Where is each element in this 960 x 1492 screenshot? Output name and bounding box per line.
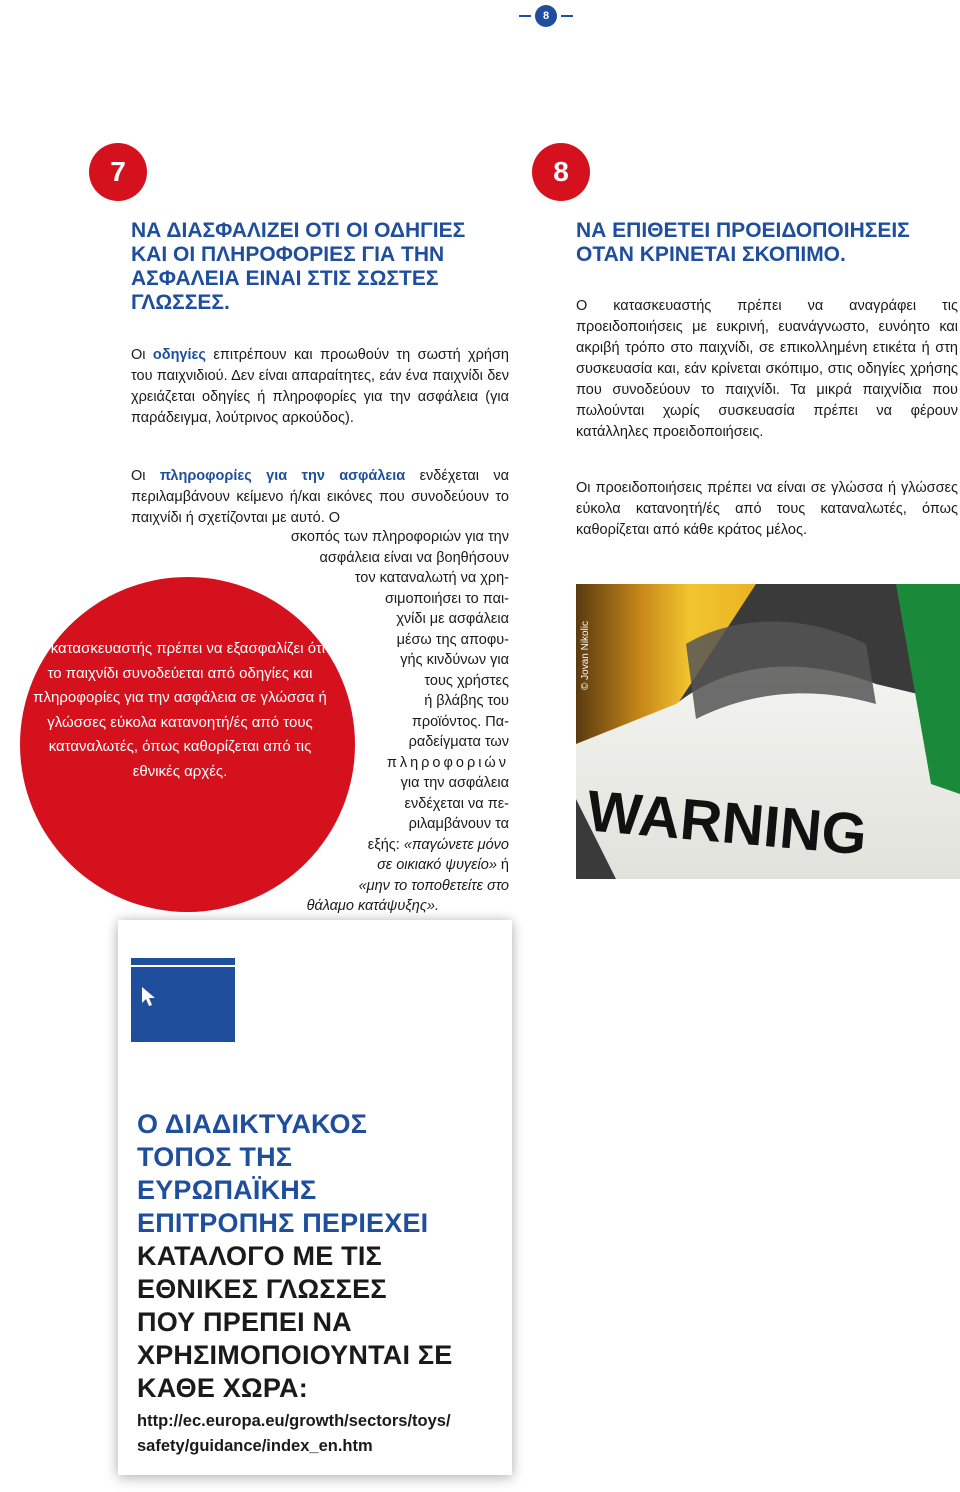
- warning-photo: [576, 584, 960, 879]
- section-8-heading: ΝΑ ΕΠΙΘΕΤΕΙ ΠΡΟΕΙΔΟΠΟΙΗΣΕΙΣ ΟΤΑΝ ΚΡΙΝΕΤΑΙ ΣΚΟΠΙΜΟ.: [576, 219, 910, 266]
- section-7-number: 7: [89, 143, 147, 201]
- example-text: «παγώνετε μόνο: [403, 836, 509, 853]
- warning-word: WARNING: [584, 778, 870, 868]
- page-number: 8: [535, 5, 557, 27]
- flow-line: γής κινδύνων για: [400, 652, 509, 668]
- flow-line: τους χρήστες: [424, 672, 509, 689]
- flow-line: ενδέχεται να πε-: [404, 795, 509, 812]
- window-bar-divider: [131, 965, 235, 967]
- text: ή: [496, 857, 509, 873]
- card-title: [137, 1108, 507, 1405]
- flow-line: ριλαμβάνουν τα: [408, 816, 509, 832]
- browser-window-icon: [131, 958, 235, 1042]
- keyword-instructions: οδηγίες: [152, 347, 206, 363]
- example-text: θάλαμο κατάψυξης».: [306, 898, 439, 914]
- section-7-paragraph-instructions: [131, 345, 509, 429]
- flow-line: για την ασφάλεια: [400, 775, 509, 791]
- flow-line: ασφάλεια είναι να βοηθήσουν: [319, 549, 509, 566]
- window-title-bar: [131, 958, 235, 965]
- example-text: «μην το τοποθετείτε στο: [358, 877, 509, 894]
- flow-line: προϊόντος. Πα-: [411, 713, 509, 730]
- flow-line: ή βλάβης του: [424, 693, 509, 709]
- flow-line: ραδείγματα των: [408, 734, 509, 750]
- section-8-paragraph-warnings: Ο κατασκευαστής πρέπει να αναγράφει τις προειδοποιήσεις με ευκρινή, ευανάγνωστο, ευνόητο και ακριβή τρόπο στο παιχνίδι, σε επικολλημένη ετικέτα ή στη συσκευασία και, εάν κρίνεται σκόπιμο, στις οδηγίες χρήσης που συνοδεύουν το παιχνίδι. Τα μικρά παιχνίδια που πωλούνται χωρίς συσκευασία πρέπει να φέρουν κατάλληλες προειδοποιήσεις.: [576, 298, 958, 440]
- flow-line: σκοπός των πληροφοριών για την: [290, 529, 509, 545]
- section-8-paragraph-languages: Οι προειδοποιήσεις πρέπει να είναι σε γλώσσα ή γλώσσες εύκολα κατανοητή/ές από τους καταναλωτές, όπως καθορίζεται από κάθε κράτος μέλος.: [576, 480, 958, 538]
- photo-credit: © Jovan Nikolic: [580, 620, 591, 690]
- flow-line: χνίδι με ασφάλεια: [396, 611, 509, 627]
- flow-line: σιμοποιήσει το παι-: [384, 590, 509, 607]
- example-text: σε οικιακό ψυγείο»: [377, 857, 497, 873]
- page-number-line-right: [561, 15, 573, 17]
- page-number-line-left: [519, 15, 531, 17]
- text: ενδέχεται να περιλαμβάνουν κείμενο ή/και εικόνες που συνοδεύουν το παιχνίδι ή σχετίζονται με αυτό. Ο: [131, 468, 509, 526]
- flow-line: τον καταναλωτή να χρη-: [354, 570, 509, 586]
- text: Οι: [131, 347, 153, 363]
- card-title-rest: ΚΑΤΑΛΟΓΟ ΜΕ ΤΙΣ ΕΘΝΙΚΕΣ ΓΛΩΣΣΕΣ ΠΟΥ ΠΡΕΠΕΙ ΝΑ ΧΡΗΣΙΜΟΠΟΙΟΥΝΤΑΙ ΣΕ ΚΑΘΕ ΧΩΡΑ:: [137, 1241, 453, 1403]
- callout-text: Ο κατασκευαστής πρέπει να εξασφαλίζει ότι το παιχνίδι συνοδεύεται από οδηγίες και πληροφορίες για την ασφάλεια σε γλώσσα ή γλώσσες εύκολα κατανοητή/ές από τους καταναλωτές, όπως καθορίζεται από τις εθνικές αρχές.: [33, 640, 327, 780]
- text: εξής:: [367, 836, 404, 853]
- cursor-arrow-icon: [141, 986, 161, 1008]
- flow-line: μέσω της αποφυ-: [396, 631, 509, 648]
- keyword-safety-info: πληροφορίες για την ασφάλεια: [159, 468, 406, 484]
- guidance-link[interactable]: http://ec.europa.eu/growth/sectors/toys/ safety/guidance/index_en.htm: [137, 1412, 451, 1455]
- section-8-number: 8: [532, 143, 590, 201]
- flow-line: πληροφοριών: [386, 754, 509, 771]
- card-title-highlight: Ο ΔΙΑΔΙΚΤΥΑΚΟΣ ΤΟΠΟΣ ΤΗΣ ΕΥΡΩΠΑΪΚΗΣ ΕΠΙΤΡΟΠΗΣ ΠΕΡΙΕΧΕΙ: [137, 1109, 429, 1238]
- section-7-heading: ΝΑ ΔΙΑΣΦΑΛΙΖΕΙ ΟΤΙ ΟΙ ΟΔΗΓΙΕΣ ΚΑΙ ΟΙ ΠΛΗΡΟΦΟΡΙΕΣ ΓΙΑ ΤΗΝ ΑΣΦΑΛΕΙΑ ΕΙΝΑΙ ΣΤΙΣ ΣΩΣΤΕΣ ΓΛΩΣΣΕΣ.: [131, 219, 466, 314]
- section-7-paragraph-safety-info: [131, 466, 509, 529]
- text: Οι: [131, 468, 160, 484]
- warning-label-image: [576, 584, 960, 879]
- text: επιτρέπουν και προωθούν τη σωστή χρήση του παιχνιδιού. Δεν είναι απαραίτητες, εάν ένα παιχνίδι δεν χρειάζεται οδηγίες ή πληροφορίες για την ασφάλεια (για παράδειγμα, λούτρινος αρκούδος).: [131, 347, 509, 426]
